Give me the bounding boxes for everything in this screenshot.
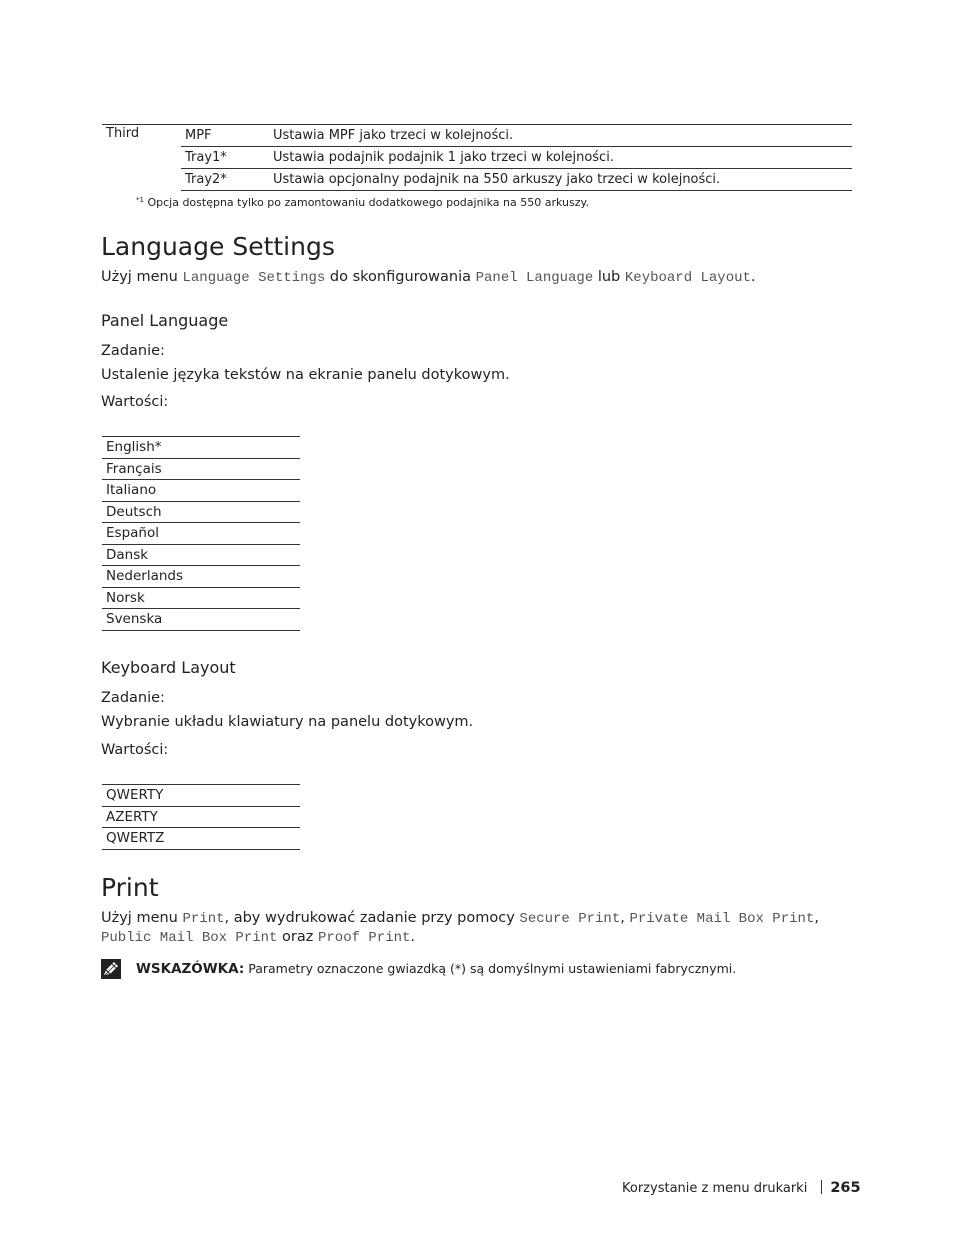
code-language-settings: Language Settings (182, 270, 326, 286)
text: , aby wydrukować zadanie przy pomocy (224, 910, 520, 926)
table-row (102, 828, 300, 850)
value-cell: English* (102, 437, 300, 459)
value-cell: Nederlands (102, 566, 300, 588)
text: oraz (277, 929, 318, 945)
table-row (102, 169, 852, 191)
code-panel-language: Panel Language (475, 270, 594, 286)
table-cell-desc: Ustawia opcjonalny podajnik na 550 arkuszy jako trzeci w kolejności. (269, 169, 852, 191)
print-intro-line1 (101, 910, 819, 927)
footer-section: Korzystanie z menu drukarki (622, 1181, 808, 1196)
section-title-print: Print (101, 873, 159, 902)
table-row (102, 544, 300, 566)
panel-language-values-table (102, 436, 300, 631)
value-cell: Français (102, 458, 300, 480)
footnote (136, 196, 589, 209)
values-label: Wartości: (101, 394, 169, 410)
section-title-language: Language Settings (101, 232, 335, 261)
table-row (102, 125, 852, 147)
text: , (814, 910, 819, 926)
value-cell: QWERTZ (102, 828, 300, 850)
value-cell: Italiano (102, 480, 300, 502)
table-row (102, 147, 852, 169)
page-footer (622, 1180, 861, 1196)
value-cell: QWERTY (102, 785, 300, 807)
table-row (102, 566, 300, 588)
values-label: Wartości: (101, 742, 169, 758)
table-cell-option: MPF (181, 125, 269, 147)
task-label: Zadanie: (101, 690, 165, 706)
table-cell-desc: Ustawia podajnik podajnik 1 jako trzeci w kolejności. (269, 147, 852, 169)
text: Użyj menu (101, 269, 183, 285)
table-row (102, 458, 300, 480)
note-pencil-icon (101, 959, 121, 979)
table-row (102, 523, 300, 545)
footnote-text: Opcja dostępna tylko po zamontowaniu dodatkowego podajnika na 550 arkuszy. (147, 196, 589, 209)
print-intro-line2 (101, 929, 415, 946)
table-row (102, 806, 300, 828)
note (136, 961, 736, 977)
task-text: Wybranie układu klawiatury na panelu dotykowym. (101, 714, 474, 730)
table-row (102, 587, 300, 609)
code-public-mail-box-print: Public Mail Box Print (101, 930, 278, 946)
text: , (620, 910, 630, 926)
task-label: Zadanie: (101, 343, 165, 359)
task-text: Ustalenie języka tekstów na ekranie panelu dotykowym. (101, 367, 510, 383)
footnote-mark: *1 (136, 196, 144, 204)
table-cell-option: Tray1* (181, 147, 269, 169)
text: lub (593, 269, 625, 285)
subsection-title-keyboard-layout: Keyboard Layout (101, 658, 236, 677)
table-row (102, 480, 300, 502)
table-row (102, 785, 300, 807)
table-group-label: Third (102, 125, 181, 191)
table-cell-option: Tray2* (181, 169, 269, 191)
value-cell: Deutsch (102, 501, 300, 523)
note-text: Parametry oznaczone gwiazdką (*) są domyślnymi ustawieniami fabrycznymi. (244, 961, 737, 976)
table-row (102, 501, 300, 523)
text: . (410, 929, 416, 945)
footer-separator (821, 1180, 822, 1194)
text: Użyj menu (101, 910, 183, 926)
table-cell-desc: Ustawia MPF jako trzeci w kolejności. (269, 125, 852, 147)
text: . (750, 269, 756, 285)
code-secure-print: Secure Print (519, 911, 621, 927)
value-cell: AZERTY (102, 806, 300, 828)
language-intro (101, 269, 756, 286)
value-cell: Dansk (102, 544, 300, 566)
text: do skonfigurowania (325, 269, 476, 285)
value-cell: Español (102, 523, 300, 545)
value-cell: Norsk (102, 587, 300, 609)
table-row (102, 609, 300, 631)
keyboard-layout-values-table (102, 784, 300, 850)
page-number: 265 (830, 1180, 861, 1196)
table-row (102, 437, 300, 459)
code-private-mail-box-print: Private Mail Box Print (629, 911, 815, 927)
note-label: WSKAZÓWKA: (136, 961, 245, 977)
third-tray-table (102, 124, 852, 191)
value-cell: Svenska (102, 609, 300, 631)
code-keyboard-layout: Keyboard Layout (624, 270, 751, 286)
code-print: Print (182, 911, 225, 927)
subsection-title-panel-language: Panel Language (101, 311, 229, 330)
code-proof-print: Proof Print (318, 930, 411, 946)
